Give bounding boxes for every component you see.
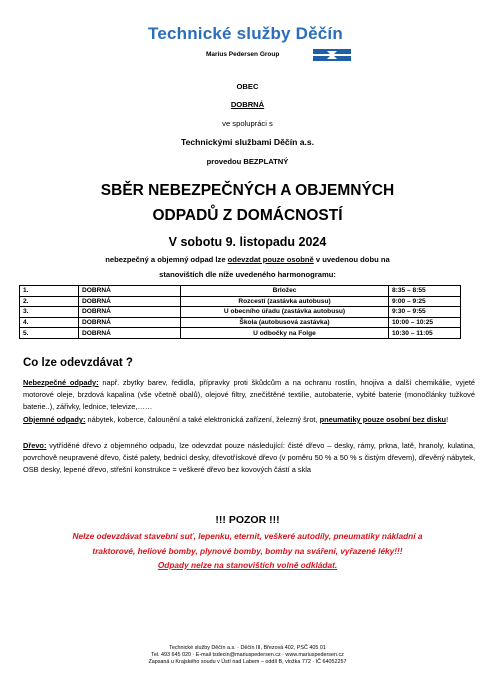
row-number: 2. <box>20 296 79 307</box>
hazardous-waste-label: Nebezpečné odpady: <box>23 378 99 387</box>
row-time: 9:30 – 9:55 <box>389 307 461 318</box>
table-row <box>20 317 461 328</box>
table-row <box>20 307 461 318</box>
note-line2: stanovištích dle níže uvedeného harmonogramu: <box>159 270 336 279</box>
row-village: DOBRNÁ <box>79 328 181 339</box>
row-time: 9:00 – 9:25 <box>389 296 461 307</box>
row-village: DOBRNÁ <box>79 296 181 307</box>
hazardous-waste-paragraph: Nebezpečné odpady: např. zbytky barev, ředidla, přípravky proti škůdcům a na ochranu rostlin, hnojiva a další chemikálie, vyjeté motorové oleje, brzdová kapalina (vše včetně obalů), olejové filtry, znečištěné textilie, autobaterie, vybité baterie (monočlánky tužkové baterie..), zářivky, lednice, televize,…… <box>23 378 475 412</box>
row-village: DOBRNÁ <box>79 317 181 328</box>
row-time: 10:00 – 10:25 <box>389 317 461 328</box>
pozor-heading: !!! POZOR !!! <box>215 514 280 526</box>
note-line1: nebezpečný a objemný odpad lze odevzdat pouze osobně v uvedenou dobu na <box>105 255 390 264</box>
bulky-waste-label: Objemné odpady: <box>23 415 86 424</box>
warning-line2: traktorové, heliové bomby, plynové bomby, bomby na sváření, vyřazené léky!!! <box>92 545 403 556</box>
footer-address: Technické služby Děčín a.s. · Děčín III, Březová 402, PSČ 405 01 <box>169 645 326 651</box>
logo-subtitle: Marius Pedersen Group <box>206 51 280 58</box>
marius-pedersen-logo-icon <box>313 49 351 61</box>
row-time: 8:35 – 8:55 <box>389 286 461 297</box>
row-place: Škola (autobusová zastávka) <box>181 317 389 328</box>
row-number: 3. <box>20 307 79 318</box>
row-time: 10:30 – 11:05 <box>389 328 461 339</box>
table-row <box>20 286 461 297</box>
wood-paragraph: Dřevo: vytříděné dřevo z objemného odpadu, lze odevzdat pouze následující: čisté dřevo – desky, rámy, prkna, latě, hranoly, kulatina, povrchově neupravené dřevo, čisté palety, bednicí desky, dřevotřískové dřevo (v poměru 50 % a 50 % s čistým dřevem), dřevěný nábytek, OSB desky, lepené dřevo, střešní konstrukce = veškeré dřevo bez kovových částí a skla <box>23 441 475 475</box>
warning-block <box>0 529 495 573</box>
table-row <box>20 296 461 307</box>
section-heading: Co lze odevzdávat ? <box>23 357 133 369</box>
page-title-line2: ODPADŮ Z DOMÁCNOSTÍ <box>152 207 343 224</box>
wood-label: Dřevo: <box>23 441 47 450</box>
schedule-table <box>19 285 461 339</box>
warning-line1: Nelze odevzdávat stavební suť, lepenku, eternit, veškeré autodíly, pneumatiky nákladní a <box>72 531 423 541</box>
footer-registration: Zapsaná u Krajského soudu v Ústí nad Labem – oddíl B, vložka 772 · IČ 64052257 <box>148 659 347 666</box>
row-place: U odbočky na Folge <box>181 328 389 339</box>
row-place: Brložec <box>181 286 389 297</box>
row-place: Rozcestí (zastávka autobusu) <box>181 296 389 307</box>
row-number: 1. <box>20 286 79 297</box>
intro-obec: OBEC <box>236 82 259 91</box>
row-village: DOBRNÁ <box>79 307 181 318</box>
page-title-line1: SBĚR NEBEZPEČNÝCH A OBJEMNÝCH <box>100 182 395 199</box>
table-row <box>20 328 461 339</box>
logo-title: Technické služby Děčín <box>148 24 343 43</box>
intro-free: provedou BEZPLATNÝ <box>206 157 289 166</box>
bulky-waste-paragraph: Objemné odpady: nábytek, koberce, čalounění a také elektronická zařízení, železný šrot, pneumatiky pouze osobní bez disku! <box>23 415 449 424</box>
row-number: 4. <box>20 317 79 328</box>
warning-line3: Odpady nelze na stanovištích volně odkládat. <box>157 560 338 570</box>
row-number: 5. <box>20 328 79 339</box>
intro-village: DOBRNÁ <box>230 100 265 109</box>
footer-contact: Tel. 493 645 020 · E-mail tsdecin@mariuspedersen.cz · www.mariuspedersen.cz <box>151 652 344 659</box>
footer <box>0 645 495 667</box>
row-village: DOBRNÁ <box>79 286 181 297</box>
collection-date: V sobotu 9. listopadu 2024 <box>168 235 327 249</box>
intro-cooperation: ve spolupráci s <box>222 119 273 128</box>
intro-company: Technickými službami Děčín a.s. <box>180 137 315 147</box>
row-place: U obecního úřadu (zastávka autobusu) <box>181 307 389 318</box>
